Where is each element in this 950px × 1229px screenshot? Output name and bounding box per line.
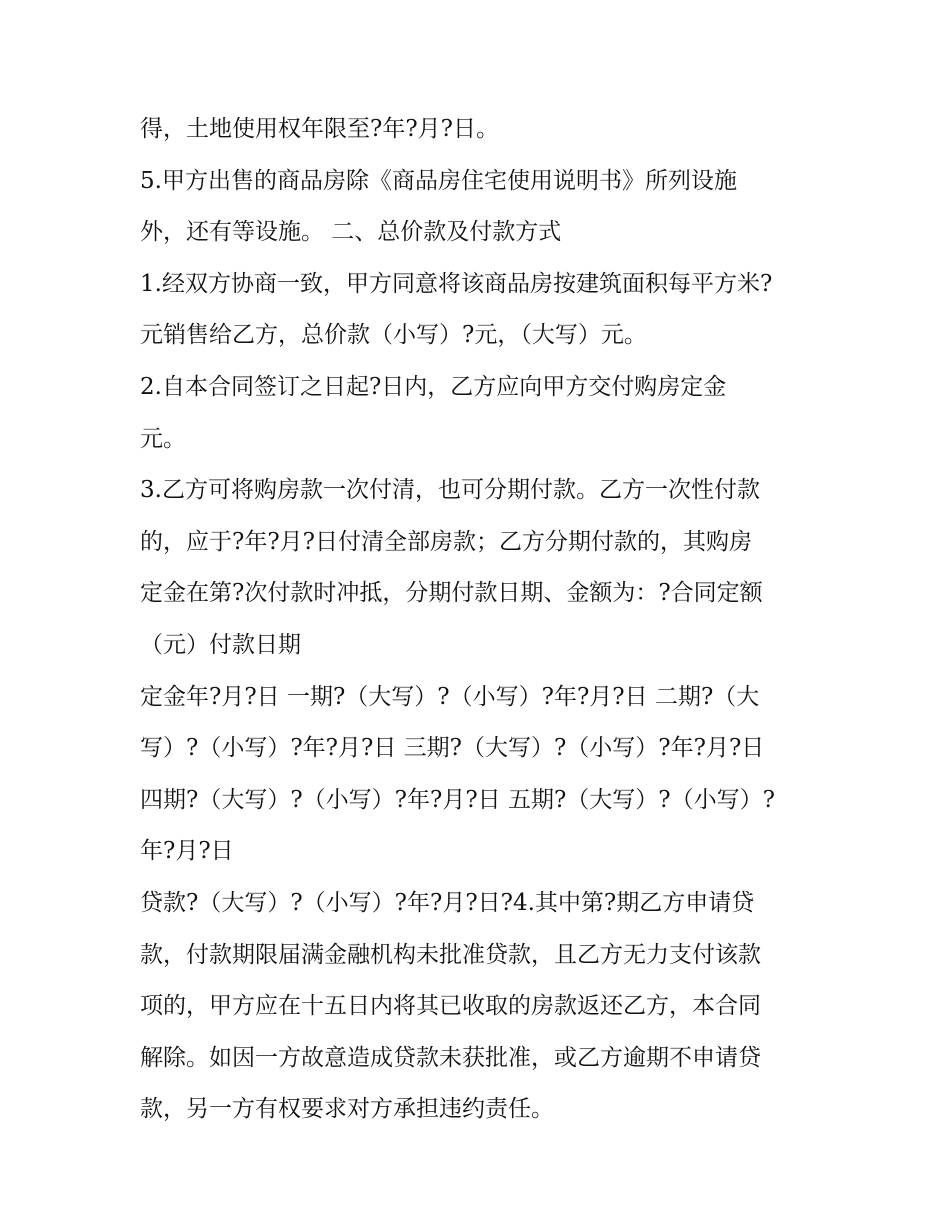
- text-line: 款，另一方有权要求对方承担违约责任。: [140, 1096, 554, 1123]
- document-body: [140, 104, 830, 1136]
- text-line: 3.乙方可将购房款一次付清，也可分期付款。乙方一次性付款: [140, 477, 760, 504]
- text-line: （元）付款日期: [140, 631, 301, 658]
- text-line: 1.经双方协商一致，甲方同意将该商品房按建筑面积每平方米?: [140, 270, 773, 297]
- text-line: 得，土地使用权年限至?年?月?日。: [140, 116, 499, 142]
- text-line: 贷款?（大写）?（小写）?年?月?日?4.其中第?期乙方申请贷: [140, 889, 755, 916]
- text-line: 解除。如因一方故意造成贷款未获批准，或乙方逾期不申请贷: [140, 1044, 761, 1071]
- text-line: 元销售给乙方，总价款（小写）?元，（大写）元。: [140, 322, 647, 349]
- text-line: 定金年?月?日 一期?（大写）?（小写）?年?月?日 二期?（大: [140, 683, 760, 710]
- text-line: 定金在第?次付款时冲抵，分期付款日期、金额为：?合同定额: [140, 580, 763, 607]
- text-line: 元。: [140, 425, 186, 452]
- text-line: 外，还有等设施。 二、总价款及付款方式: [140, 219, 562, 246]
- text-line: 四期?（大写）?（小写）?年?月?日 五期?（大写）?（小写）?: [140, 786, 775, 813]
- text-line: 5.甲方出售的商品房除《商品房住宅使用说明书》所列设施: [140, 167, 737, 194]
- text-line: 写）?（小写）?年?月?日 三期?（大写）?（小写）?年?月?日: [140, 735, 765, 762]
- text-line: 2.自本合同签订之日起?日内，乙方应向甲方交付购房定金: [140, 373, 727, 400]
- text-line: 的，应于?年?月?日付清全部房款；乙方分期付款的，其购房: [140, 528, 752, 555]
- text-line: 项的，甲方应在十五日内将其已收取的房款返还乙方，本合同: [140, 993, 761, 1020]
- text-line: 年?月?日: [140, 838, 234, 865]
- text-line: 款，付款期限届满金融机构未批准贷款，且乙方无力支付该款: [140, 941, 761, 968]
